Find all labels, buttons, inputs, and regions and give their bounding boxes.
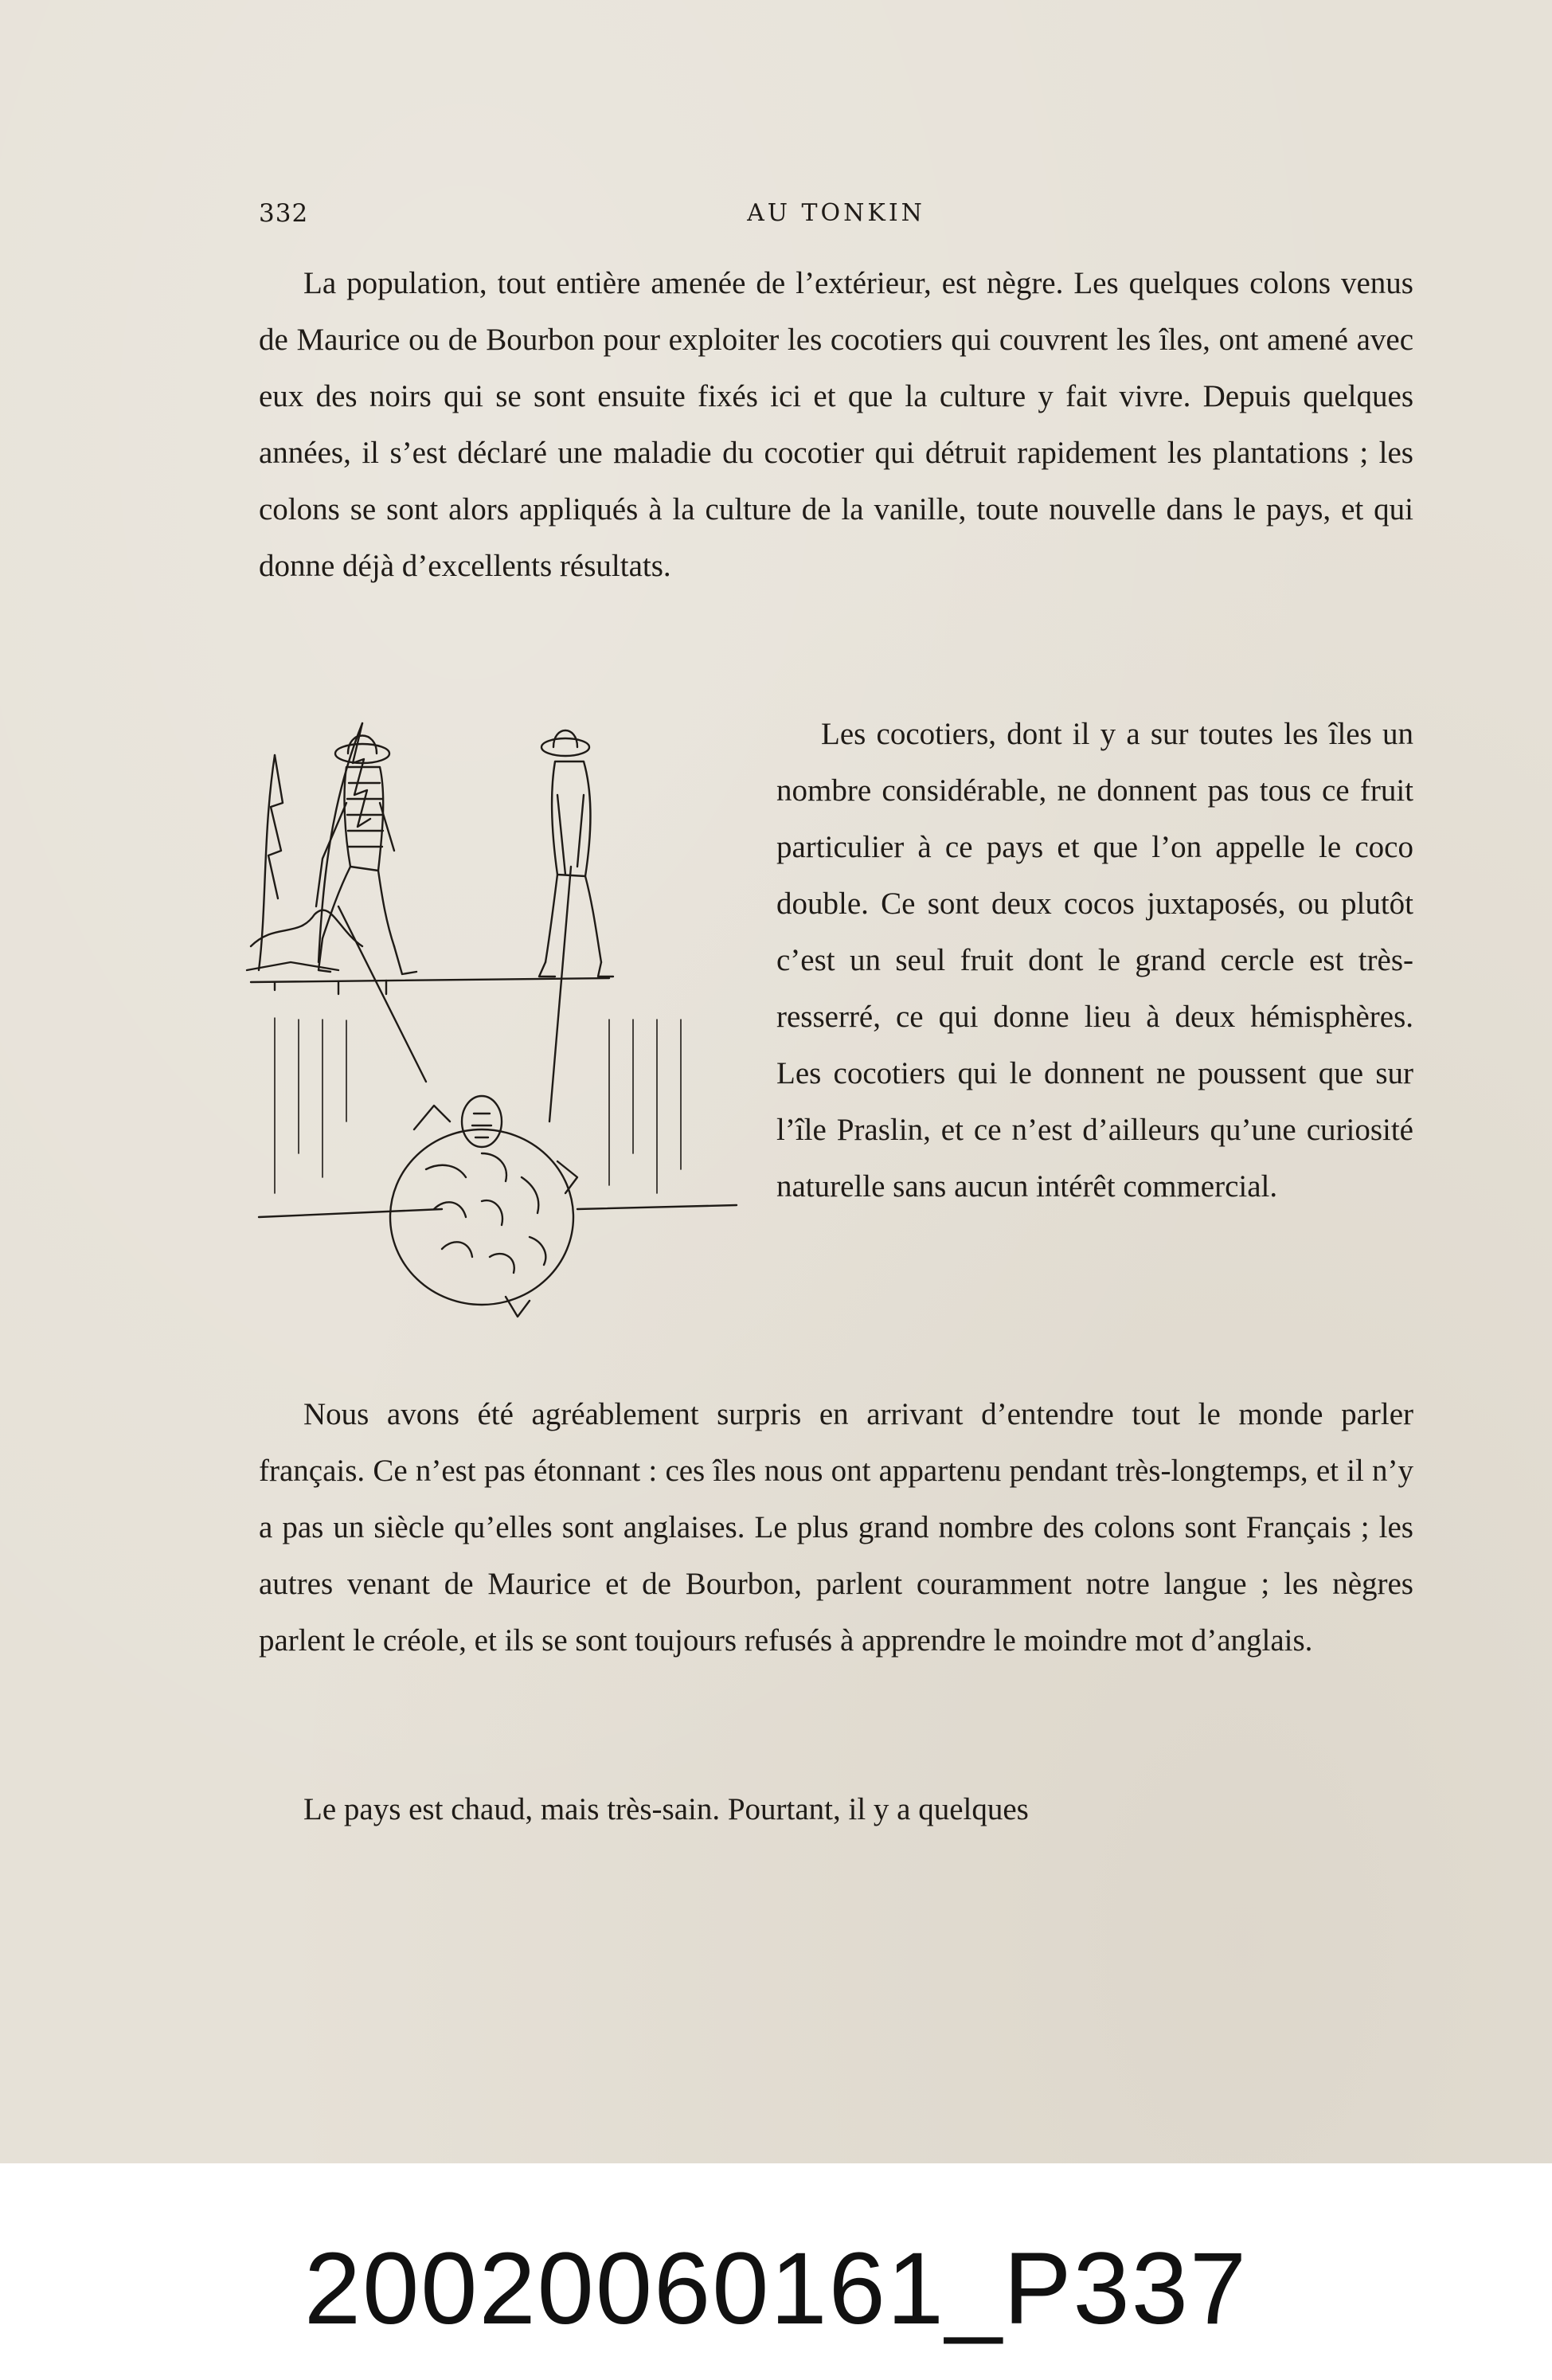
man-right — [552, 761, 590, 876]
rope-left — [338, 906, 426, 1082]
illustrated-section — [259, 706, 1413, 1329]
running-head — [259, 199, 1413, 239]
archive-id: 20020060161_P337 — [303, 2232, 1249, 2346]
paragraph-francais: Nous avons été agréablement surpris en arrivant d’entendre tout le monde parler français. Ce n’est pas étonnant : ces îles nous ont appartenu pendant très-longtemps, et il n’y a pas un siècle qu’elles sont anglaises. Le plus grand nombre des colons sont Français ; les autres venant de Maurice et de Bourbon, parlent couramment notre langue ; les nègres parlent le créole, et ils se sont toujours refusés à apprendre le moindre mot d’anglais. — [259, 1397, 1413, 1658]
turtle-illustration — [243, 707, 759, 1329]
paragraph-coco-double: Les cocotiers, dont il y a sur toutes les îles un nombre considérable, ne donnent pas tous ce fruit particulier à ce pays et que l’on appelle le coco double. Ce sont deux cocos juxtaposés, ou plutôt c’est un seul fruit dont le grand cercle est très-resserré, ce qui donne lieu à deux hémisphères. Les cocotiers qui le donnent ne poussent que sur l’île Praslin, et ce n’est d’ailleurs qu’une curiosité naturelle sans aucun intérêt commercial. — [776, 717, 1413, 1204]
turtle-shell — [390, 1129, 573, 1305]
page-number: 332 — [259, 199, 309, 228]
paragraph-population: La population, tout entière amenée de l’extérieur, est nègre. Les quelques colons venus de Maurice ou de Bourbon pour exploiter les cocotiers qui couvrent les îles, ont amené avec eux des noirs qui se sont ensuite fixés ici et que la culture y fait vivre. Depuis quelques années, il s’est déclaré une maladie du cocotier qui détruit rapidement les plantations ; les colons se sont alors appliqués à la culture de la vanille, toute nouvelle dans le pays, et qui donne déjà d’excellents résultats. — [259, 266, 1413, 583]
paragraph-pays: Le pays est chaud, mais très-sain. Pourtant, il y a quelques — [303, 1792, 1029, 1826]
hat-right — [541, 738, 589, 756]
illustration-turtle-men — [243, 707, 759, 1329]
turtle-head — [462, 1096, 502, 1147]
running-title: AU TONKIN — [747, 199, 925, 227]
